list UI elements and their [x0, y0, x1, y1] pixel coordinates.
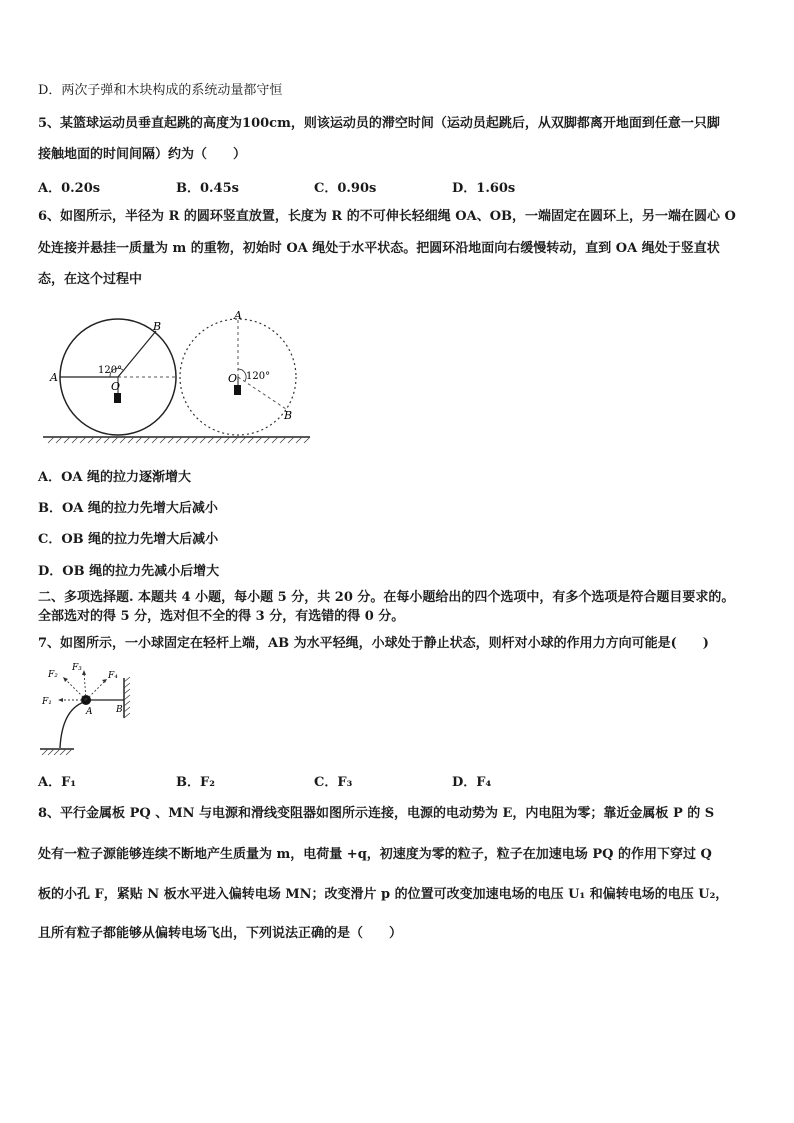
q4-option-d: D．两次子弹和木块构成的系统动量都守恒 — [38, 83, 283, 98]
q6-stem-line1: 6、如图所示，半径为 R 的圆环竖直放置，长度为 R 的不可伸长轻细绳 OA、OB，一端固定在圆环上，另一端在圆心 O — [38, 209, 736, 224]
force-f4-arrow — [86, 680, 106, 700]
label-b-left: B — [153, 320, 162, 333]
f3-arrowhead — [82, 670, 86, 675]
weight-left — [114, 393, 121, 403]
rope-ob-left — [118, 331, 156, 377]
q7-options — [38, 771, 758, 789]
q6-option-a: A．OA 绳的拉力逐渐增大 — [38, 470, 192, 485]
q5-stem-line1: 5、某篮球运动员垂直起跳的高度为100cm，则该运动员的滞空时间（运动员起跳后，从双脚都离开地面到任意一只脚 — [38, 116, 720, 131]
angle-arc-right — [238, 369, 246, 381]
q8-stem-line2: 处有一粒子源能够连续不断地产生质量为 m，电荷量 +q，初速度为零的粒子，粒子在加速电场 PQ 的作用下穿过 Q — [38, 847, 712, 862]
label-o-left: O — [111, 380, 121, 393]
q7-stem-line1: 7、如图所示，一小球固定在轻杆上端，AB 为水平轻绳，小球处于静止状态，则杆对小球的作用力方向可能是( ) — [38, 636, 709, 651]
q6-option-b: B．OA 绳的拉力先增大后减小 — [38, 501, 218, 516]
label-f4: F₄ — [108, 671, 118, 681]
label-a-right: A — [234, 309, 242, 322]
q5-options — [38, 177, 758, 195]
q8-stem-line4: 且所有粒子都能够从偏转电场飞出，下列说法正确的是（ ） — [38, 926, 403, 941]
label-b: B — [116, 705, 123, 715]
label-a-left: A — [50, 371, 58, 384]
label-b-right: B — [284, 409, 293, 422]
label-f3: F₃ — [72, 663, 82, 673]
label-angle-left: 120° — [98, 365, 123, 376]
label-f2: F₂ — [48, 670, 58, 680]
force-f2-arrow — [64, 678, 86, 700]
q7-option-c: C．F₃ — [314, 775, 353, 790]
f1-arrowhead — [58, 698, 63, 702]
q6-figure — [38, 305, 318, 445]
q7-option-d: D．F₄ — [452, 775, 492, 790]
q6-stem-line2: 处连接并悬挂一质量为 m 的重物，初始时 OA 绳处于水平状态。把圆环沿地面向右缓慢转动，直到 OA 绳处于竖直状 — [38, 241, 720, 256]
rod — [60, 702, 84, 748]
f4-arrowhead — [102, 679, 107, 683]
q5-option-d: D．1.60s — [452, 181, 516, 196]
section2-heading-line2: 全部选对的得 5 分，选对但不全的得 3 分，有选错的得 0 分。 — [38, 609, 405, 624]
q7-option-b: B．F₂ — [176, 775, 215, 790]
q7-option-a: A．F₁ — [38, 775, 77, 790]
f2-arrowhead — [63, 677, 68, 682]
q6-stem-line3: 态，在这个过程中 — [38, 272, 143, 287]
q7-figure — [38, 660, 138, 760]
q6-option-c: C．OB 绳的拉力先增大后减小 — [38, 532, 219, 547]
weight-right — [234, 385, 241, 395]
section2-heading-line1: 二、多项选择题. 本题共 4 小题，每小题 5 分，共 20 分。在每小题给出的四个选项中，有多个选项是符合题目要求的。 — [38, 590, 735, 605]
q8-stem-line3: 板的小孔 F，紧贴 N 板水平进入偏转电场 MN；改变滑片 p 的位置可改变加速电场的电压 U₁ 和偏转电场的电压 U₂， — [38, 887, 729, 902]
label-a: A — [86, 707, 93, 717]
label-o-right: O — [228, 372, 238, 385]
q5-option-b: B．0.45s — [176, 181, 239, 196]
q6-option-d: D．OB 绳的拉力先减小后增大 — [38, 564, 220, 579]
label-f1: F₁ — [42, 697, 52, 707]
q5-stem-line2: 接触地面的时间间隔）约为（ ） — [38, 147, 247, 162]
q8-stem-line1: 8、平行金属板 PQ 、MN 与电源和滑线变阻器如图所示连接，电源的电动势为 E，内电阻为零；靠近金属板 P 的 S — [38, 806, 715, 821]
label-angle-right: 120° — [246, 371, 271, 382]
q5-option-c: C．0.90s — [314, 181, 377, 196]
q5-option-a: A．0.20s — [38, 181, 101, 196]
